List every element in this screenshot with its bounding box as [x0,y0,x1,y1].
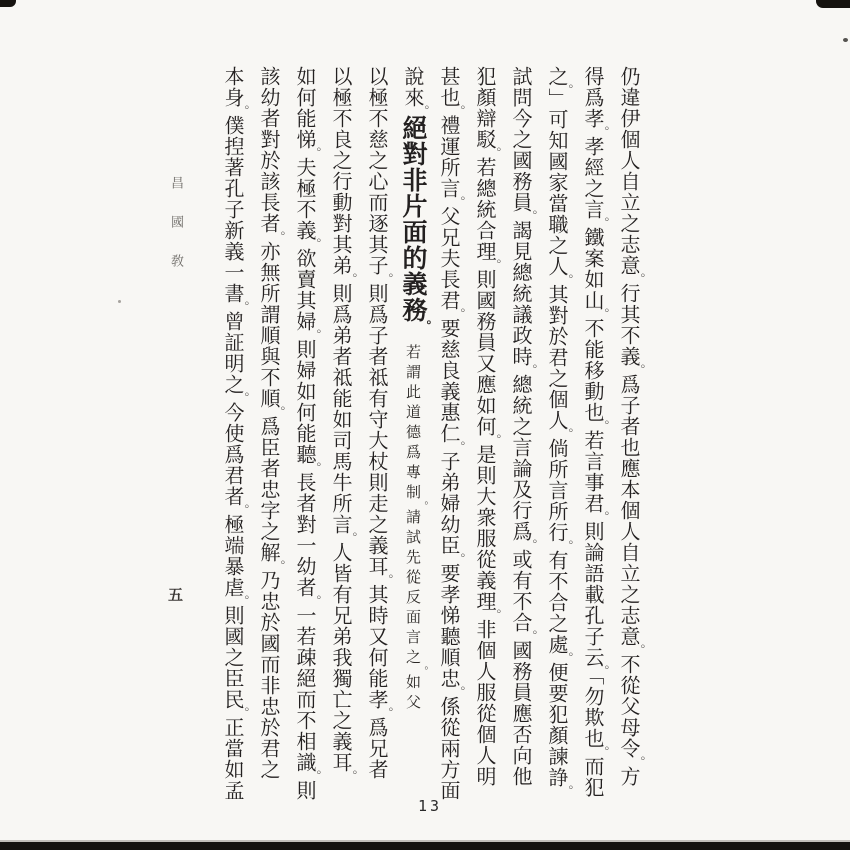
punctuation-mark: 。 [272,406,286,418]
text-segment-regular: 之。」可知國家當職之人。其對於君之個人。倘所言所行。有不合之處。便要犯顏諫諍。 [545,66,574,797]
punctuation-mark: 。 [488,609,502,621]
punctuation-mark: 。 [272,560,286,572]
text-column [286,66,322,801]
punctuation-mark: 。 [344,532,358,544]
text-column [574,66,610,798]
text-column [250,66,286,798]
text-segment-regular: 說來。 [401,66,430,117]
punctuation-mark: 。 [380,273,394,285]
punctuation-mark: 。 [632,756,646,768]
punctuation-mark: 。 [524,630,538,642]
punctuation-mark: 。 [596,420,610,432]
margin-running-title: 昌國敎 [169,176,184,293]
punctuation-mark: 。 [524,364,538,376]
text-column [430,66,466,801]
punctuation-mark: 。 [308,595,322,607]
punctuation-mark: 。 [344,273,358,285]
text-segment-regular: 以極不慈之心而逐其子。則爲子者祗有守大杖則走之義耳。其時又何能孝。爲兄者 [365,66,394,780]
punctuation-mark: 。 [596,665,610,677]
punctuation-mark: 。 [632,644,646,656]
text-segment-regular: 該幼者對於該長者。亦無所謂順與不順。爲臣者忠字之解。乃忠於國而非忠於君之 [257,66,286,780]
text-column [394,66,430,798]
punctuation-mark: 。 [308,329,322,341]
margin-section-number: 五 [168,588,184,604]
punctuation-mark: 。 [344,770,358,782]
punctuation-mark: 。 [452,441,466,453]
text-segment-small: 若謂此道德爲專制。請試先從反面言之。如父 [404,344,427,714]
punctuation-mark: 。 [596,511,610,523]
punctuation-mark: 。 [236,504,250,516]
text-column [538,66,574,798]
text-column [466,66,502,798]
text-column [358,66,394,798]
punctuation-mark: 。 [380,574,394,586]
punctuation-mark: 。 [416,501,427,511]
text-column [502,66,538,798]
text-segment-regular: 如何能悌。夫極不義。欲賣其婦。則婦如何能聽。長者對一幼者。一若疎絕而不相識。則 [293,66,322,801]
punctuation-mark: 。 [236,595,250,607]
punctuation-mark: 。 [308,462,322,474]
punctuation-mark: 。 [452,686,466,698]
scan-artifact-top-right [816,0,850,8]
punctuation-mark: 。 [560,428,574,440]
punctuation-mark: 。 [596,308,610,320]
punctuation-mark: 。 [596,217,610,229]
text-segment-regular: 甚也。禮運所言。父兄夫長君。要慈良義惠仁。子弟婦幼臣。要孝悌聽順忠。係從兩方面 [437,66,466,801]
punctuation-mark: 。 [488,259,502,271]
punctuation-mark: 。 [560,652,574,664]
text-columns [214,66,646,801]
punctuation-mark: 。 [272,231,286,243]
punctuation-mark: 。 [560,785,574,797]
punctuation-mark: 。 [418,320,432,332]
punctuation-mark: 。 [452,105,466,117]
text-segment-regular: 得爲孝。孝經之言。鐵案如山。不能移動也。若言事君。則論語載孔子云。「勿欺也。而犯 [581,66,610,798]
punctuation-mark: 。 [560,274,574,286]
text-column [610,66,646,798]
punctuation-mark: 。 [560,540,574,552]
punctuation-mark: 。 [524,539,538,551]
punctuation-mark: 。 [632,364,646,376]
text-segment-regular: 犯顏辯駁。若總統合理。則國務員又應如何。是則大衆服從義理。非個人服從個人明 [473,66,502,787]
punctuation-mark: 。 [236,105,250,117]
punctuation-mark: 。 [596,746,610,758]
punctuation-mark: 。 [524,210,538,222]
punctuation-mark: 。 [236,301,250,313]
scan-artifact-speck [843,38,848,42]
text-column [214,66,250,801]
scan-artifact-speck [118,300,121,303]
punctuation-mark: 。 [452,308,466,320]
text-segment-regular: 以極不良之行動對其弟。則爲弟者祗能如司馬牛所言。人皆有兄弟我獨亡之義耳。 [329,66,358,782]
punctuation-mark: 。 [452,553,466,565]
text-segment-regular: 仍違伊個人自立之志意。行其不義。爲子者也應本個人自立之志意。不從父母令。方 [617,66,646,787]
punctuation-mark: 。 [488,434,502,446]
text-segment-regular: 本身。僕揑著孔子新義一書。曾証明之。今使爲君者。極端暴虐。則國之臣民。正當如孟 [221,66,250,801]
text-column [322,66,358,798]
text-segment-bold: 絕對非片面的義務。 [399,115,432,332]
punctuation-mark: 。 [308,238,322,250]
punctuation-mark: 。 [308,770,322,782]
punctuation-mark: 。 [596,126,610,138]
punctuation-mark: 。 [308,147,322,159]
page-number: 13 [417,797,443,815]
punctuation-mark: 。 [452,196,466,208]
punctuation-mark: 。 [632,273,646,285]
punctuation-mark: 。 [488,147,502,159]
punctuation-mark: 。 [416,666,427,676]
scan-edge-bottom [0,842,850,850]
punctuation-mark: 。 [236,392,250,404]
punctuation-mark: 。 [560,84,574,90]
scan-artifact-top-left [0,0,16,7]
text-segment-regular: 試問今之國務員。謁見總統議政時。總統之言論及行爲。或有不合。國務員應否向他 [509,66,538,787]
punctuation-mark: 。 [236,707,250,719]
punctuation-mark: 。 [380,707,394,719]
punctuation-mark: 。 [416,105,430,117]
